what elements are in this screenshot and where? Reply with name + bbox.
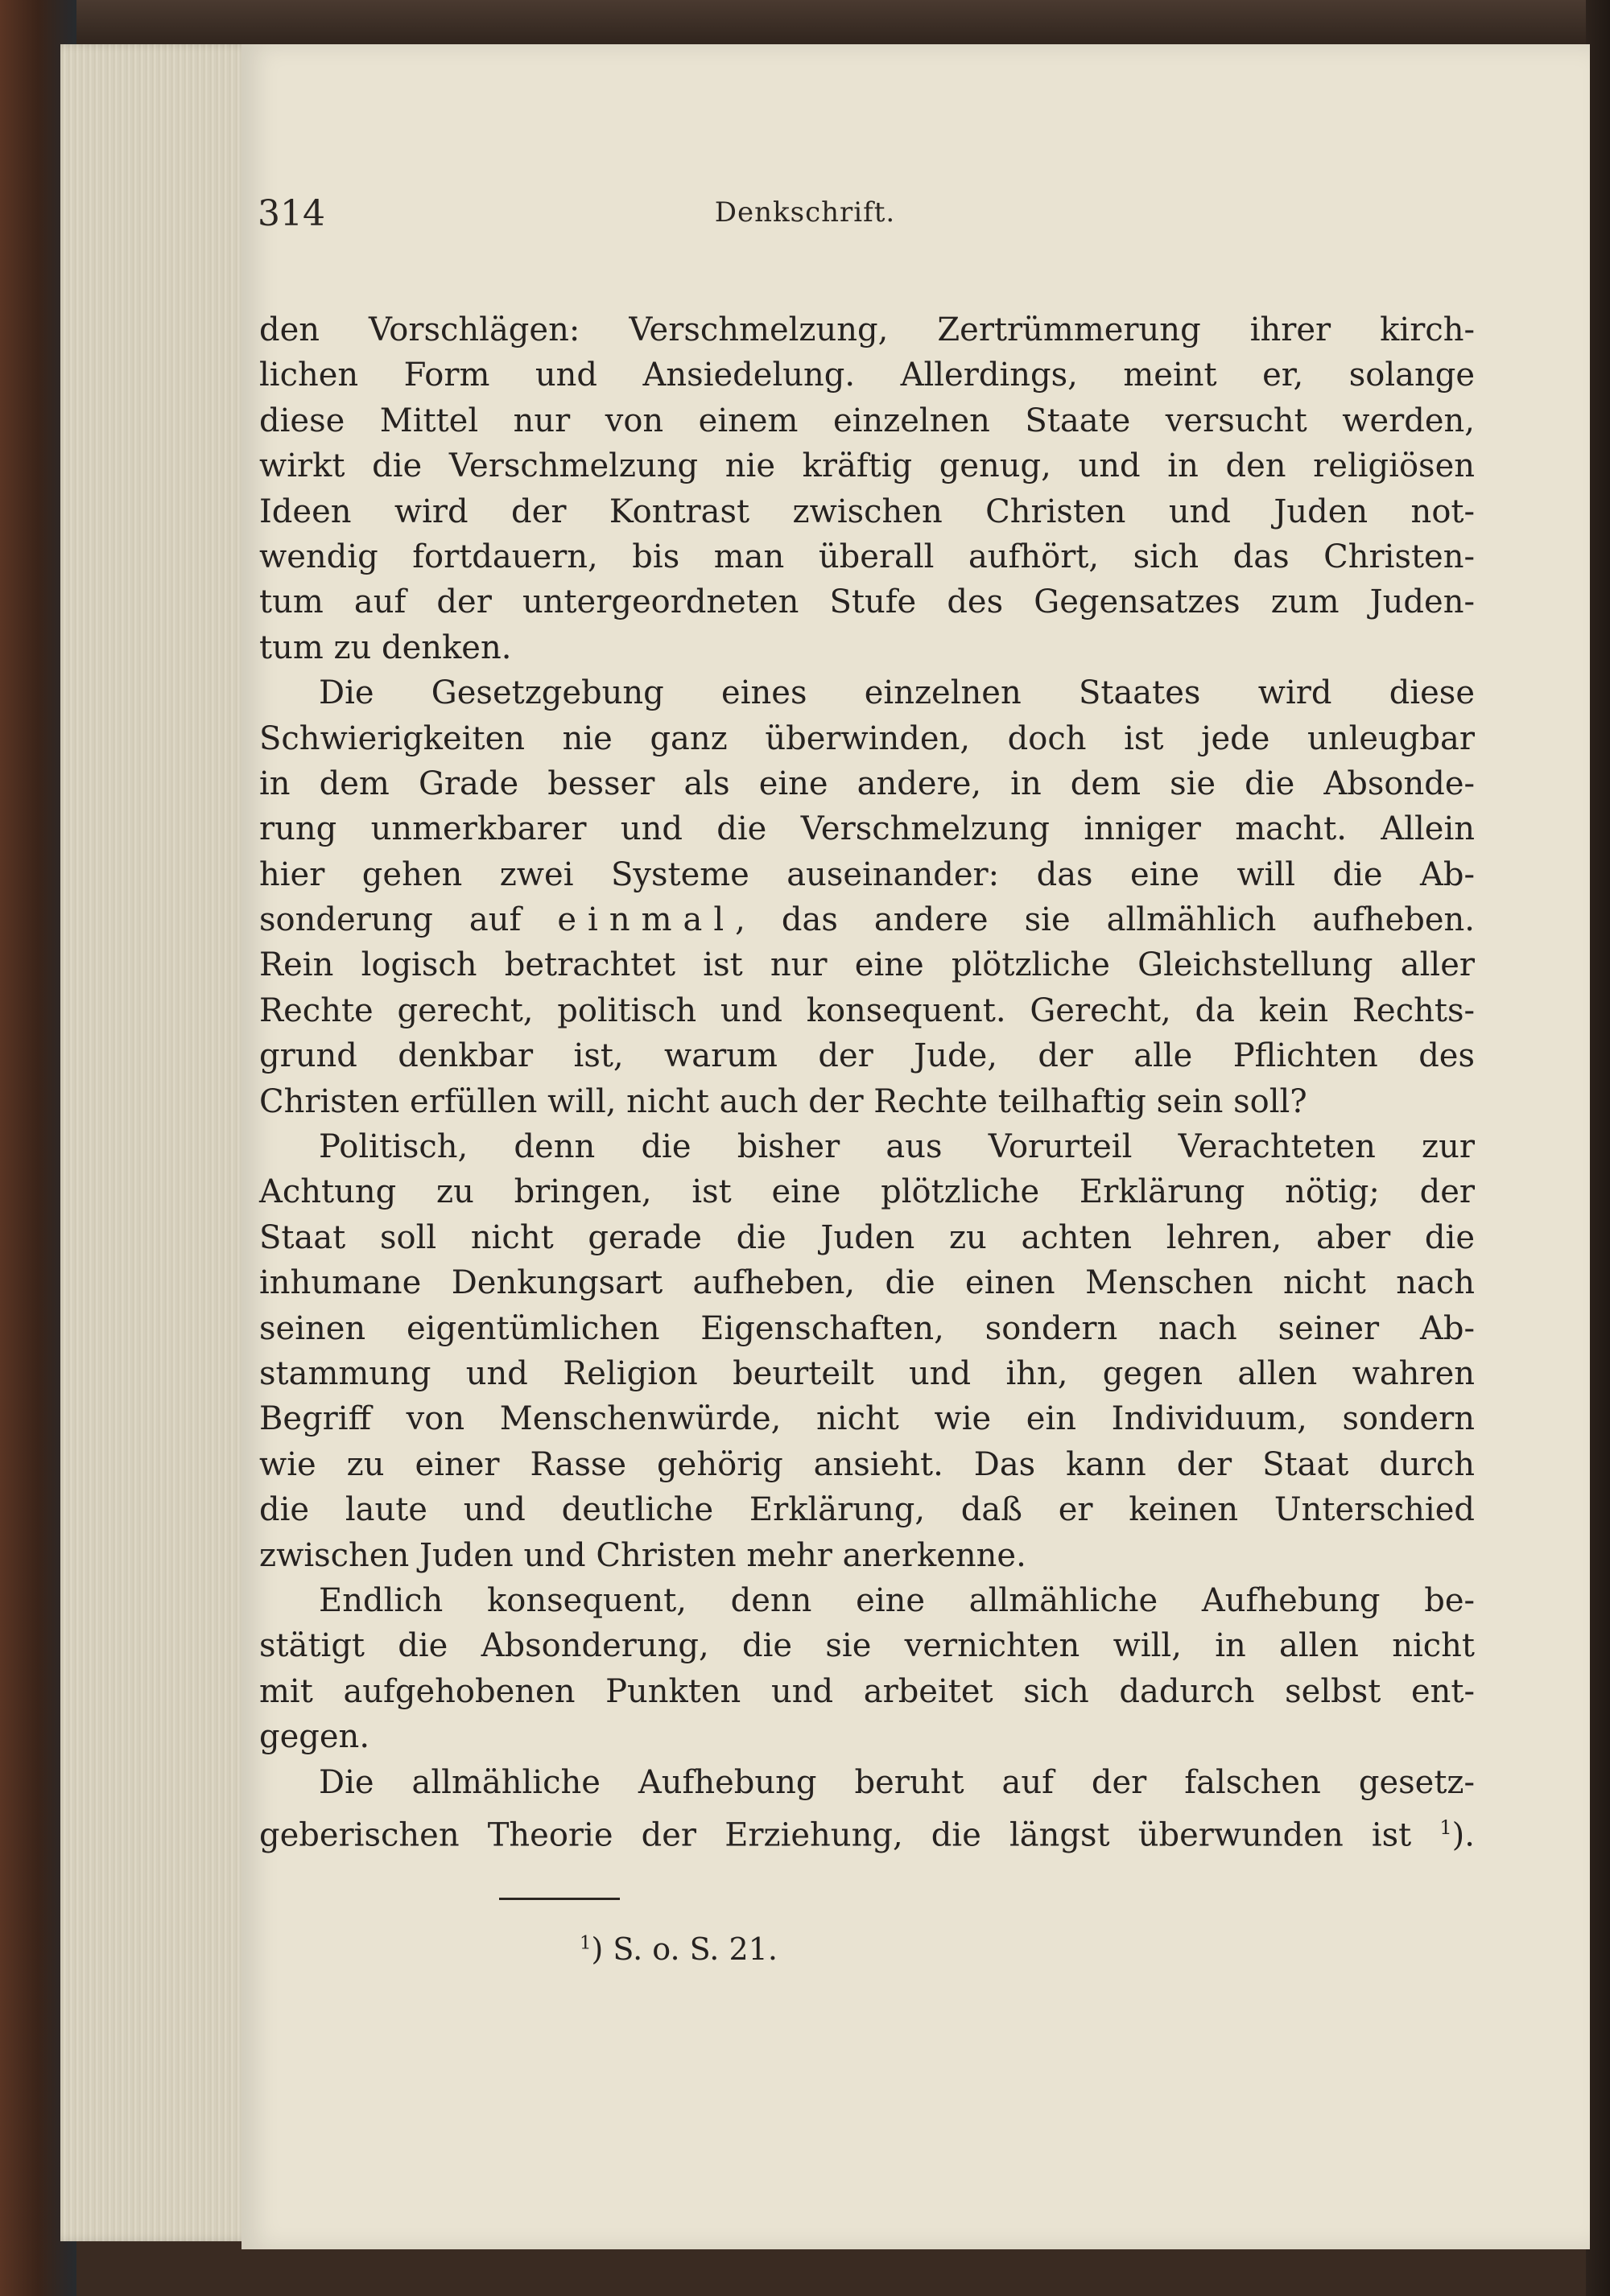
text-line: stammung und Religion beurteilt und ihn, gegen allen wahren (259, 1354, 1475, 1392)
text-line: grund denkbar ist, warum der Jude, der alle Pflichten des (259, 1037, 1475, 1075)
body-text (259, 307, 1475, 1854)
page-number: 314 (258, 193, 325, 234)
text-line: Die Gesetzgebung eines einzelnen Staates wird diese (319, 674, 1475, 712)
text-line (259, 897, 1475, 942)
text-segment: geberischen Theorie der Erziehung, die längst überwunden ist (259, 1816, 1412, 1854)
text-line: Rechte gerecht, politisch und konsequent. Gerecht, da kein Rechts- (259, 991, 1475, 1029)
text-line: Die allmähliche Aufhebung beruht auf der falschen gesetz- (319, 1763, 1475, 1801)
text-line: diese Mittel nur von einem einzelnen Staate versucht werden, (259, 402, 1475, 439)
text-line: Staat soll nicht gerade die Juden zu achten lehren, aber die (259, 1218, 1475, 1256)
text-line: zwischen Juden und Christen mehr anerkenne. (259, 1536, 1026, 1574)
emphasized-word: einmal (557, 901, 736, 939)
text-line: Ideen wird der Kontrast zwischen Christen und Juden not- (259, 493, 1475, 530)
text-line: tum auf der untergeordneten Stufe des Gegensatzes zum Juden- (259, 583, 1475, 621)
page-header (258, 193, 1352, 241)
text-line (259, 1805, 1475, 1854)
footnote (580, 1931, 778, 1967)
text-line: rung unmerkbarer und die Verschmelzung inniger macht. Allein (259, 810, 1475, 848)
text-line: seinen eigentümlichen Eigenschaften, sondern nach seiner Ab- (259, 1309, 1475, 1347)
text-line: Begriff von Menschenwürde, nicht wie ein Individuum, sondern (259, 1400, 1475, 1438)
text-line: Rein logisch betrachtet ist nur eine plötzliche Gleichstellung aller (259, 946, 1475, 984)
text-line: hier gehen zwei Systeme auseinander: das eine will die Ab- (259, 855, 1475, 893)
text-line: wie zu einer Rasse gehörig ansieht. Das kann der Staat durch (259, 1445, 1475, 1483)
text-segment: ). (1451, 1816, 1475, 1854)
footnote-marker: 1 (580, 1932, 592, 1954)
text-line: inhumane Denkungsart aufheben, die einen Menschen nicht nach (259, 1264, 1475, 1302)
page-edges (60, 44, 254, 2241)
book-binding-top (0, 0, 1610, 48)
footnote-reference: 1 (1439, 1816, 1452, 1839)
text-line: mit aufgehobenen Punkten und arbeitet sich dadurch selbst ent- (259, 1672, 1475, 1710)
text-line: stätigt die Absonderung, die sie vernichten will, in allen nicht (259, 1627, 1475, 1665)
footnote-rule (499, 1898, 620, 1900)
text-line: tum zu denken. (259, 629, 512, 666)
footnote-text: ) S. o. S. 21. (591, 1931, 778, 1967)
text-line: in dem Grade besser als eine andere, in dem sie die Absonde- (259, 765, 1475, 802)
text-line: Achtung zu bringen, ist eine plötzliche Erklärung nötig; der (259, 1173, 1475, 1211)
text-segment: sonderung auf (259, 901, 522, 939)
text-line: gegen. (259, 1718, 370, 1756)
text-line: Schwierigkeiten nie ganz überwinden, doch ist jede unleugbar (259, 719, 1475, 757)
text-line: die laute und deutliche Erklärung, daß er keinen Unterschied (259, 1491, 1475, 1529)
running-title: Denkschrift. (714, 196, 896, 229)
text-segment: , das andere sie allmählich aufheben. (735, 901, 1475, 939)
text-line: Christen erfüllen will, nicht auch der Rechte teilhaftig sein soll? (259, 1082, 1307, 1120)
text-line: wirkt die Verschmelzung nie kräftig genug, und in den religiösen (259, 447, 1475, 485)
text-line: den Vorschlägen: Verschmelzung, Zertrümmerung ihrer kirch- (259, 311, 1475, 348)
text-line: lichen Form und Ansiedelung. Allerdings, meint er, solange (259, 357, 1475, 394)
text-line: Politisch, denn die bisher aus Vorurteil Verachteten zur (319, 1128, 1475, 1166)
text-line: Endlich konsequent, denn eine allmähliche Aufhebung be- (319, 1581, 1475, 1619)
text-line: wendig fortdauern, bis man überall aufhört, sich das Christen- (259, 538, 1475, 575)
